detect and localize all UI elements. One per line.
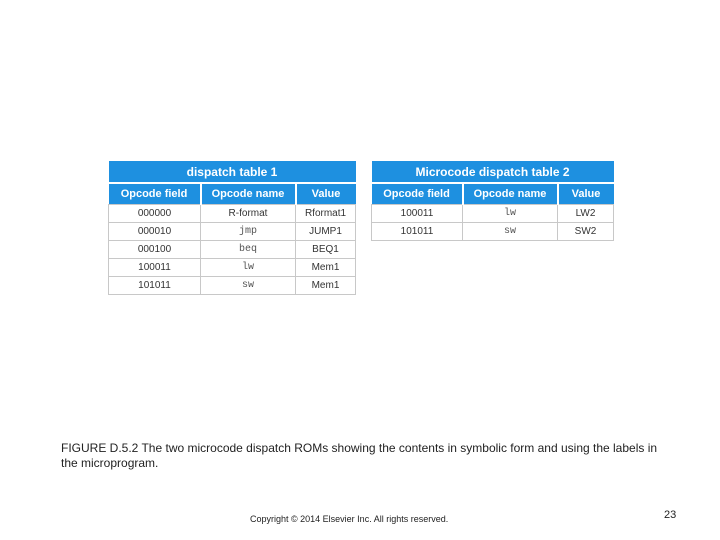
opcode-field-cell: 000000: [109, 205, 201, 223]
opcode-name-cell: sw: [201, 277, 296, 295]
table-row: [109, 223, 356, 241]
column-header-value: Value: [296, 183, 356, 205]
copyright-notice: Copyright © 2014 Elsevier Inc. All rights reserved.: [250, 514, 449, 524]
opcode-name-cell: beq: [201, 241, 296, 259]
table-row: [109, 277, 356, 295]
value-cell: Mem1: [296, 259, 356, 277]
table-row: [372, 205, 614, 223]
column-header-opcode-field: Opcode field: [109, 183, 201, 205]
column-header-value: Value: [558, 183, 614, 205]
table-title: Microcode dispatch table 2: [372, 161, 614, 183]
dispatch-table-1: [108, 161, 356, 295]
opcode-name-cell: jmp: [201, 223, 296, 241]
value-cell: Rformat1: [296, 205, 356, 223]
figure-caption: FIGURE D.5.2 The two microcode dispatch ROMs showing the contents in symbolic form and using the labels in the microprogram.: [61, 441, 658, 470]
opcode-field-cell: 100011: [109, 259, 201, 277]
opcode-field-cell: 101011: [372, 223, 463, 241]
table-row: [372, 223, 614, 241]
value-cell: SW2: [558, 223, 614, 241]
dispatch-table-2: [371, 161, 614, 241]
opcode-name-cell: sw: [463, 223, 558, 241]
opcode-name-cell: R-format: [201, 205, 296, 223]
column-header-opcode-name: Opcode name: [463, 183, 558, 205]
value-cell: JUMP1: [296, 223, 356, 241]
opcode-field-cell: 000100: [109, 241, 201, 259]
column-header-opcode-name: Opcode name: [201, 183, 296, 205]
value-cell: LW2: [558, 205, 614, 223]
opcode-field-cell: 100011: [372, 205, 463, 223]
table-row: [109, 241, 356, 259]
opcode-name-cell: lw: [201, 259, 296, 277]
page-number: 23: [664, 509, 677, 521]
opcode-name-cell: lw: [463, 205, 558, 223]
table-title: dispatch table 1: [109, 161, 356, 183]
value-cell: Mem1: [296, 277, 356, 295]
table-row: [109, 205, 356, 223]
value-cell: BEQ1: [296, 241, 356, 259]
table-row: [109, 259, 356, 277]
opcode-field-cell: 101011: [109, 277, 201, 295]
column-header-opcode-field: Opcode field: [372, 183, 463, 205]
opcode-field-cell: 000010: [109, 223, 201, 241]
